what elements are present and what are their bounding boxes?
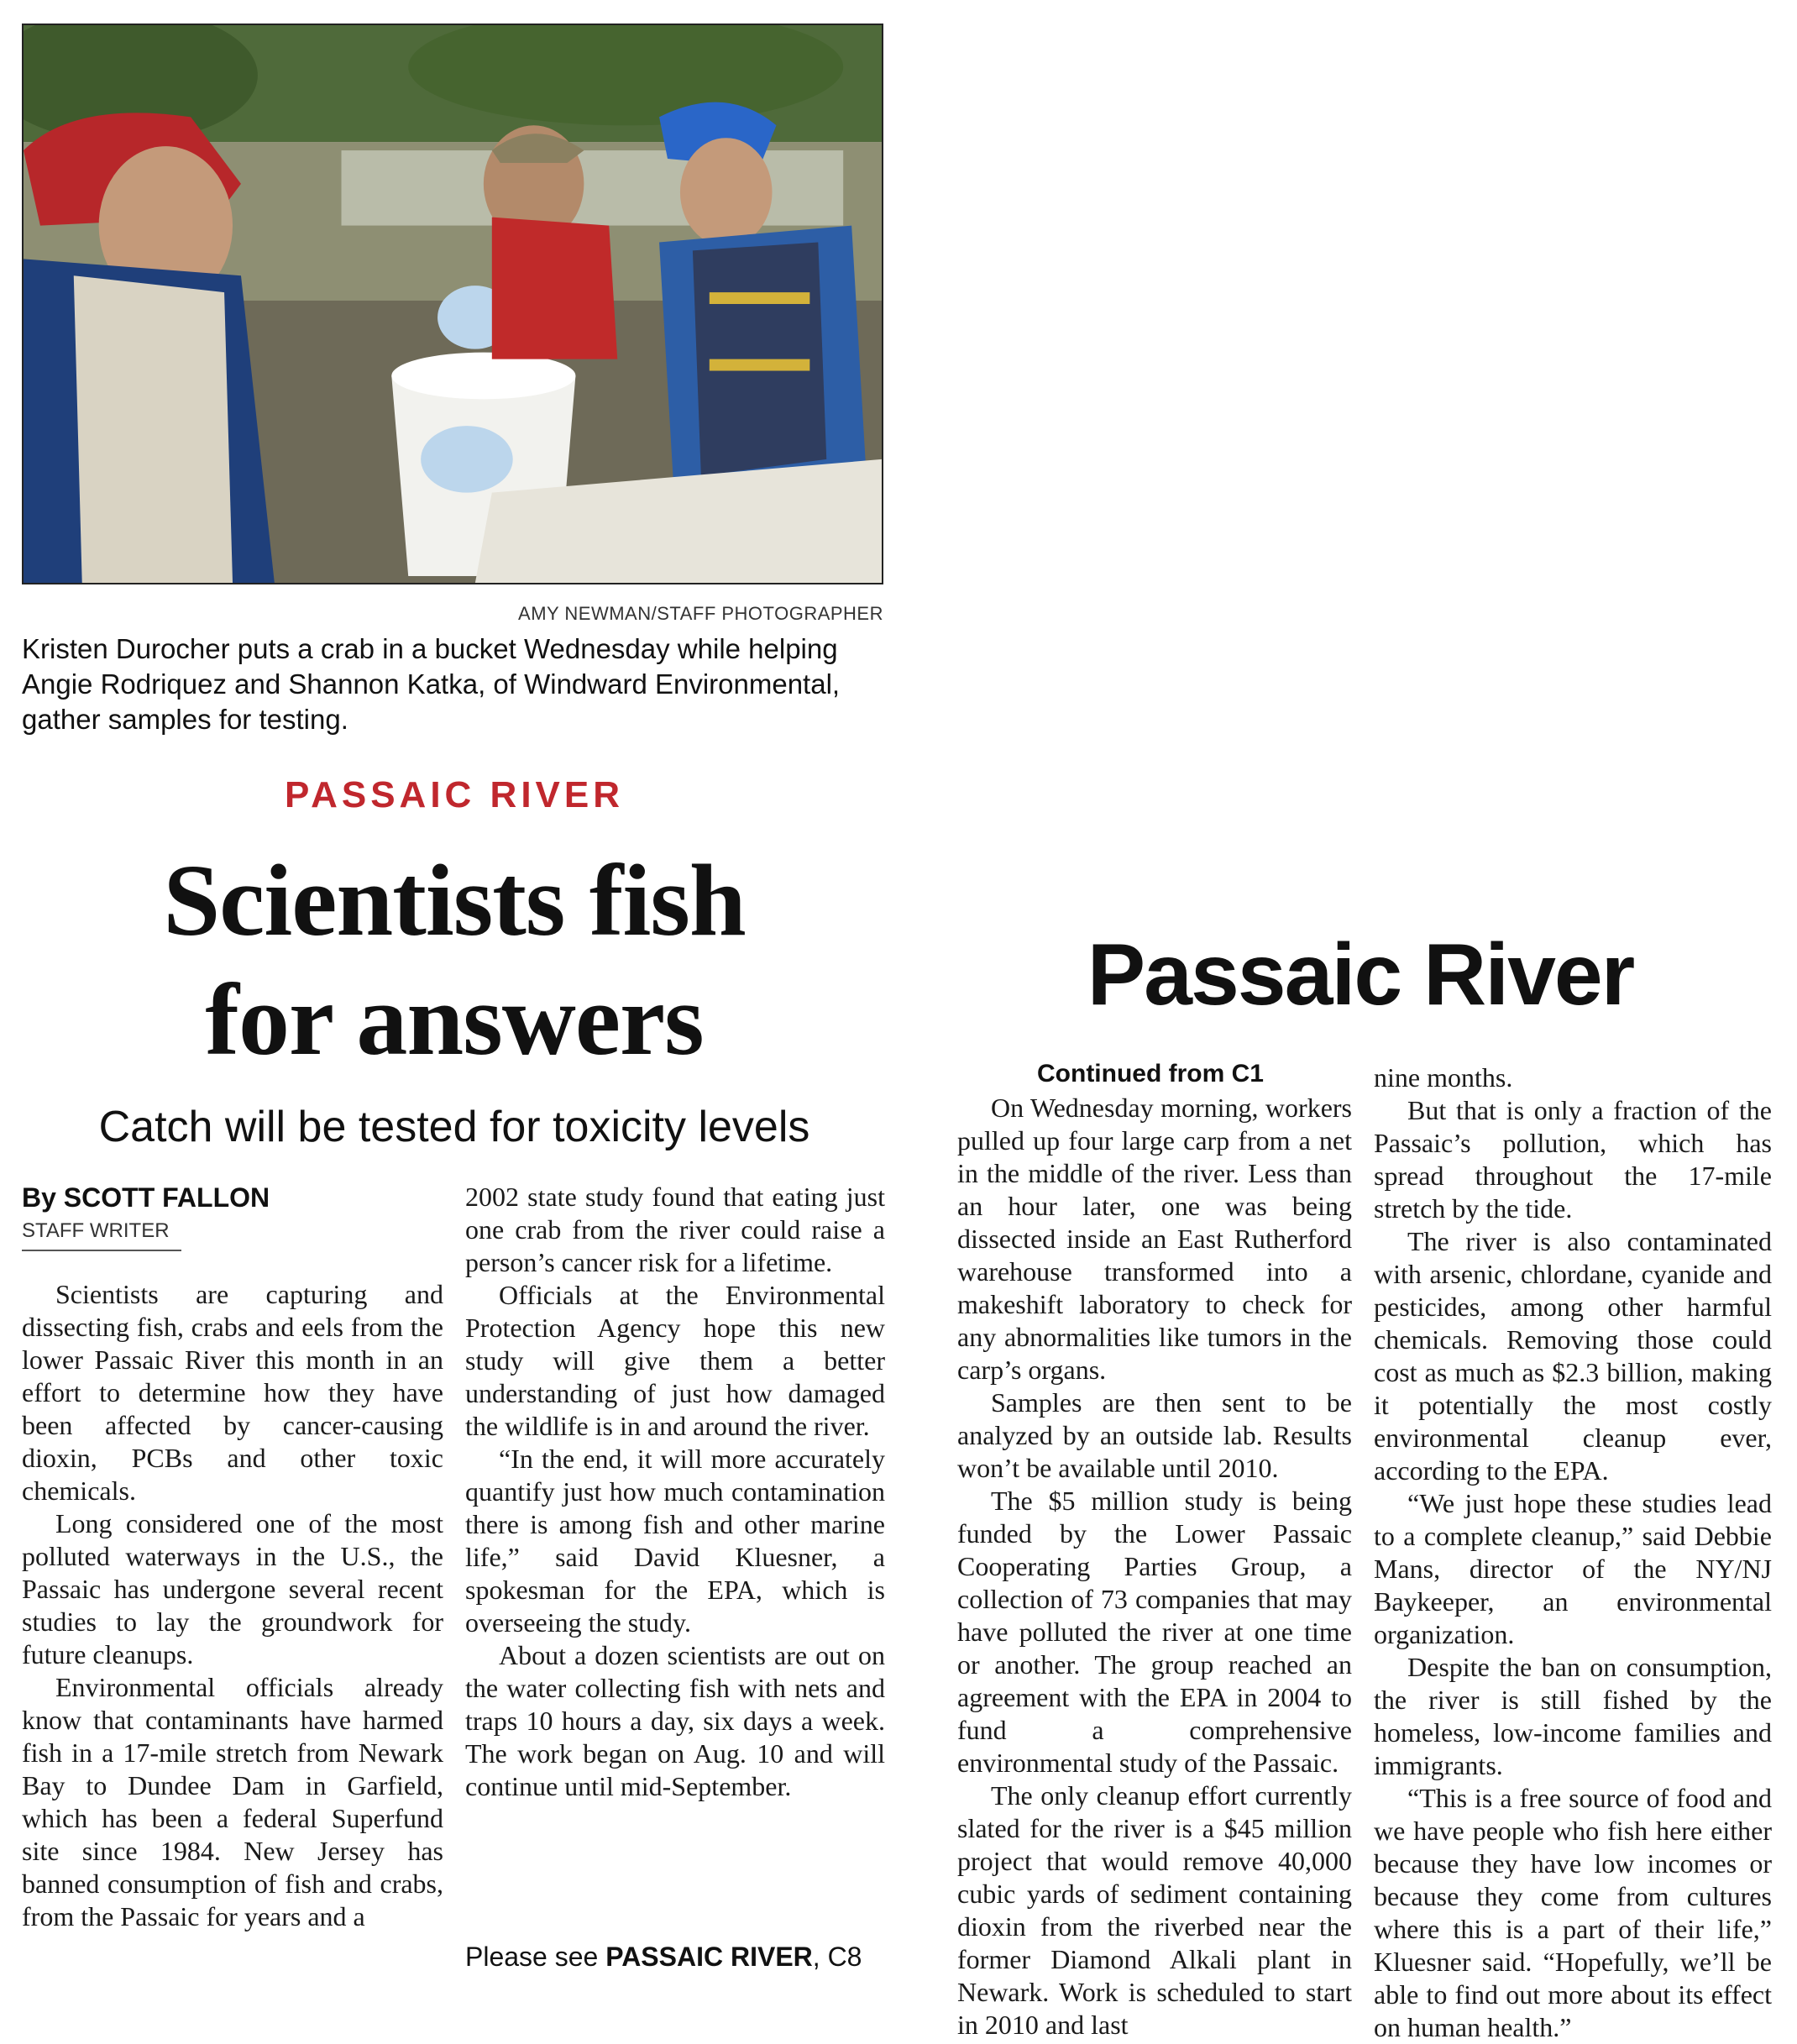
paragraph: “This is a free source of food and we have people who fish here either because they have low incomes or because they come from cultures where this is a part of their life,” Kluesner said. “Hopefully, we’ll be able to find out more about its effect on human health.” — [1374, 1783, 1772, 2042]
paragraph: Samples are then sent to be analyzed by an outside lab. Results won’t be available until 2010. — [957, 1387, 1352, 1483]
photo-caption: Kristen Durocher puts a crab in a bucket Wednesday while helping Angie Rodriquez and Shannon Katka, of Windward Environmental, gather samples for testing. — [22, 633, 841, 735]
jump-column-1 — [957, 1092, 1352, 2041]
paragraph: “We just hope these studies lead to a complete cleanup,” said Debbie Mans, director of the NY/NJ Baykeeper, an environmental organization. — [1374, 1488, 1772, 1649]
story-column-2 — [465, 1181, 885, 1803]
paragraph: nine months. — [1374, 1062, 1513, 1093]
photo-credit: AMY NEWMAN/STAFF PHOTOGRAPHER — [518, 603, 883, 624]
paragraph: The only cleanup effort currently slated for the river is a $45 million project that would remove 40,000 cubic yards of sediment containing dioxin from the riverbed near the former Diamond Alkali plant in Newark. Work is scheduled to start in 2010 and last — [957, 1780, 1352, 2040]
paragraph: Environmental officials already know that contaminants have harmed fish in a 17-mile stretch from Newark Bay to Dundee Dam in Garfield, which has been a federal Superfund site since 1984. New Jersey has banned consumption of fish and crabs, from the Passaic for years and a — [22, 1672, 443, 1931]
jump-headline: Passaic River — [1087, 926, 1634, 1024]
jump-reference-page: , C8 — [812, 1942, 862, 1972]
headline-line-1: Scientists fish — [163, 844, 746, 957]
byline: By SCOTT FALLON — [22, 1182, 270, 1213]
section-kicker: PASSAIC RIVER — [284, 774, 625, 815]
jump-column-2 — [1374, 1061, 1772, 2044]
headline — [22, 841, 887, 1080]
paragraph: On Wednesday morning, workers pulled up four large carp from a net in the middle of the river. Less than an hour later, one was being dissected inside an East Rutherford warehouse transformed into a makeshift laboratory to check for any abnormalities like tumors in the carp’s organs. — [957, 1093, 1352, 1385]
byline-title: STAFF WRITER — [22, 1219, 181, 1251]
continued-from: Continued from C1 — [1037, 1060, 1264, 1088]
paragraph: 2002 state study found that eating just one crab from the river could raise a person’s cancer risk for a lifetime. — [465, 1182, 885, 1277]
paragraph: Long considered one of the most polluted waterways in the U.S., the Passaic has undergone several recent studies to lay the groundwork for future cleanups. — [22, 1508, 443, 1669]
paragraph: The river is also contaminated with arsenic, chlordane, cyanide and pesticides, among other harmful chemicals. Removing those could cost as much as $2.3 billion, making it potentially the most costly environmental cleanup ever, according to the EPA. — [1374, 1226, 1772, 1486]
paragraph: Officials at the Environmental Protection Agency hope this new study will give them a better understanding of just how damaged the wildlife is in and around the river. — [465, 1280, 885, 1441]
paragraph: But that is only a fraction of the Passaic’s pollution, which has spread throughout the 17-mile stretch by the tide. — [1374, 1095, 1772, 1224]
jump-reference-prefix: Please see — [465, 1942, 606, 1972]
jump-reference — [465, 1942, 885, 1973]
subheadline: Catch will be tested for toxicity levels — [98, 1103, 810, 1151]
paragraph: The $5 million study is being funded by the Lower Passaic Cooperating Parties Group, a collection of 73 companies that may have polluted the river at one time or another. The group reached an agreement with the EPA in 2004 to fund a comprehensive environmental study of the Passaic. — [957, 1486, 1352, 1778]
photo-illustration — [24, 25, 882, 583]
jump-reference-section: PASSAIC RIVER — [605, 1942, 813, 1972]
news-photo — [22, 24, 883, 584]
paragraph: “In the end, it will more accurately quantify just how much contamination there is among fish and other marine life,” said David Kluesner, a spokesman for the EPA, which is overseeing the study. — [465, 1444, 885, 1638]
paragraph: Scientists are capturing and dissecting fish, crabs and eels from the lower Passaic River this month in an effort to determine how they have been affected by cancer-causing dioxin, PCBs and other toxic chemicals. — [22, 1279, 443, 1506]
headline-line-2: for answers — [205, 963, 704, 1077]
story-column-1 — [22, 1278, 443, 1933]
paragraph: Despite the ban on consumption, the river is still fished by the homeless, low-income families and immigrants. — [1374, 1652, 1772, 1780]
paragraph: About a dozen scientists are out on the water collecting fish with nets and traps 10 hours a day, six days a week. The work began on Aug. 10 and will continue until mid-September. — [465, 1640, 885, 1801]
